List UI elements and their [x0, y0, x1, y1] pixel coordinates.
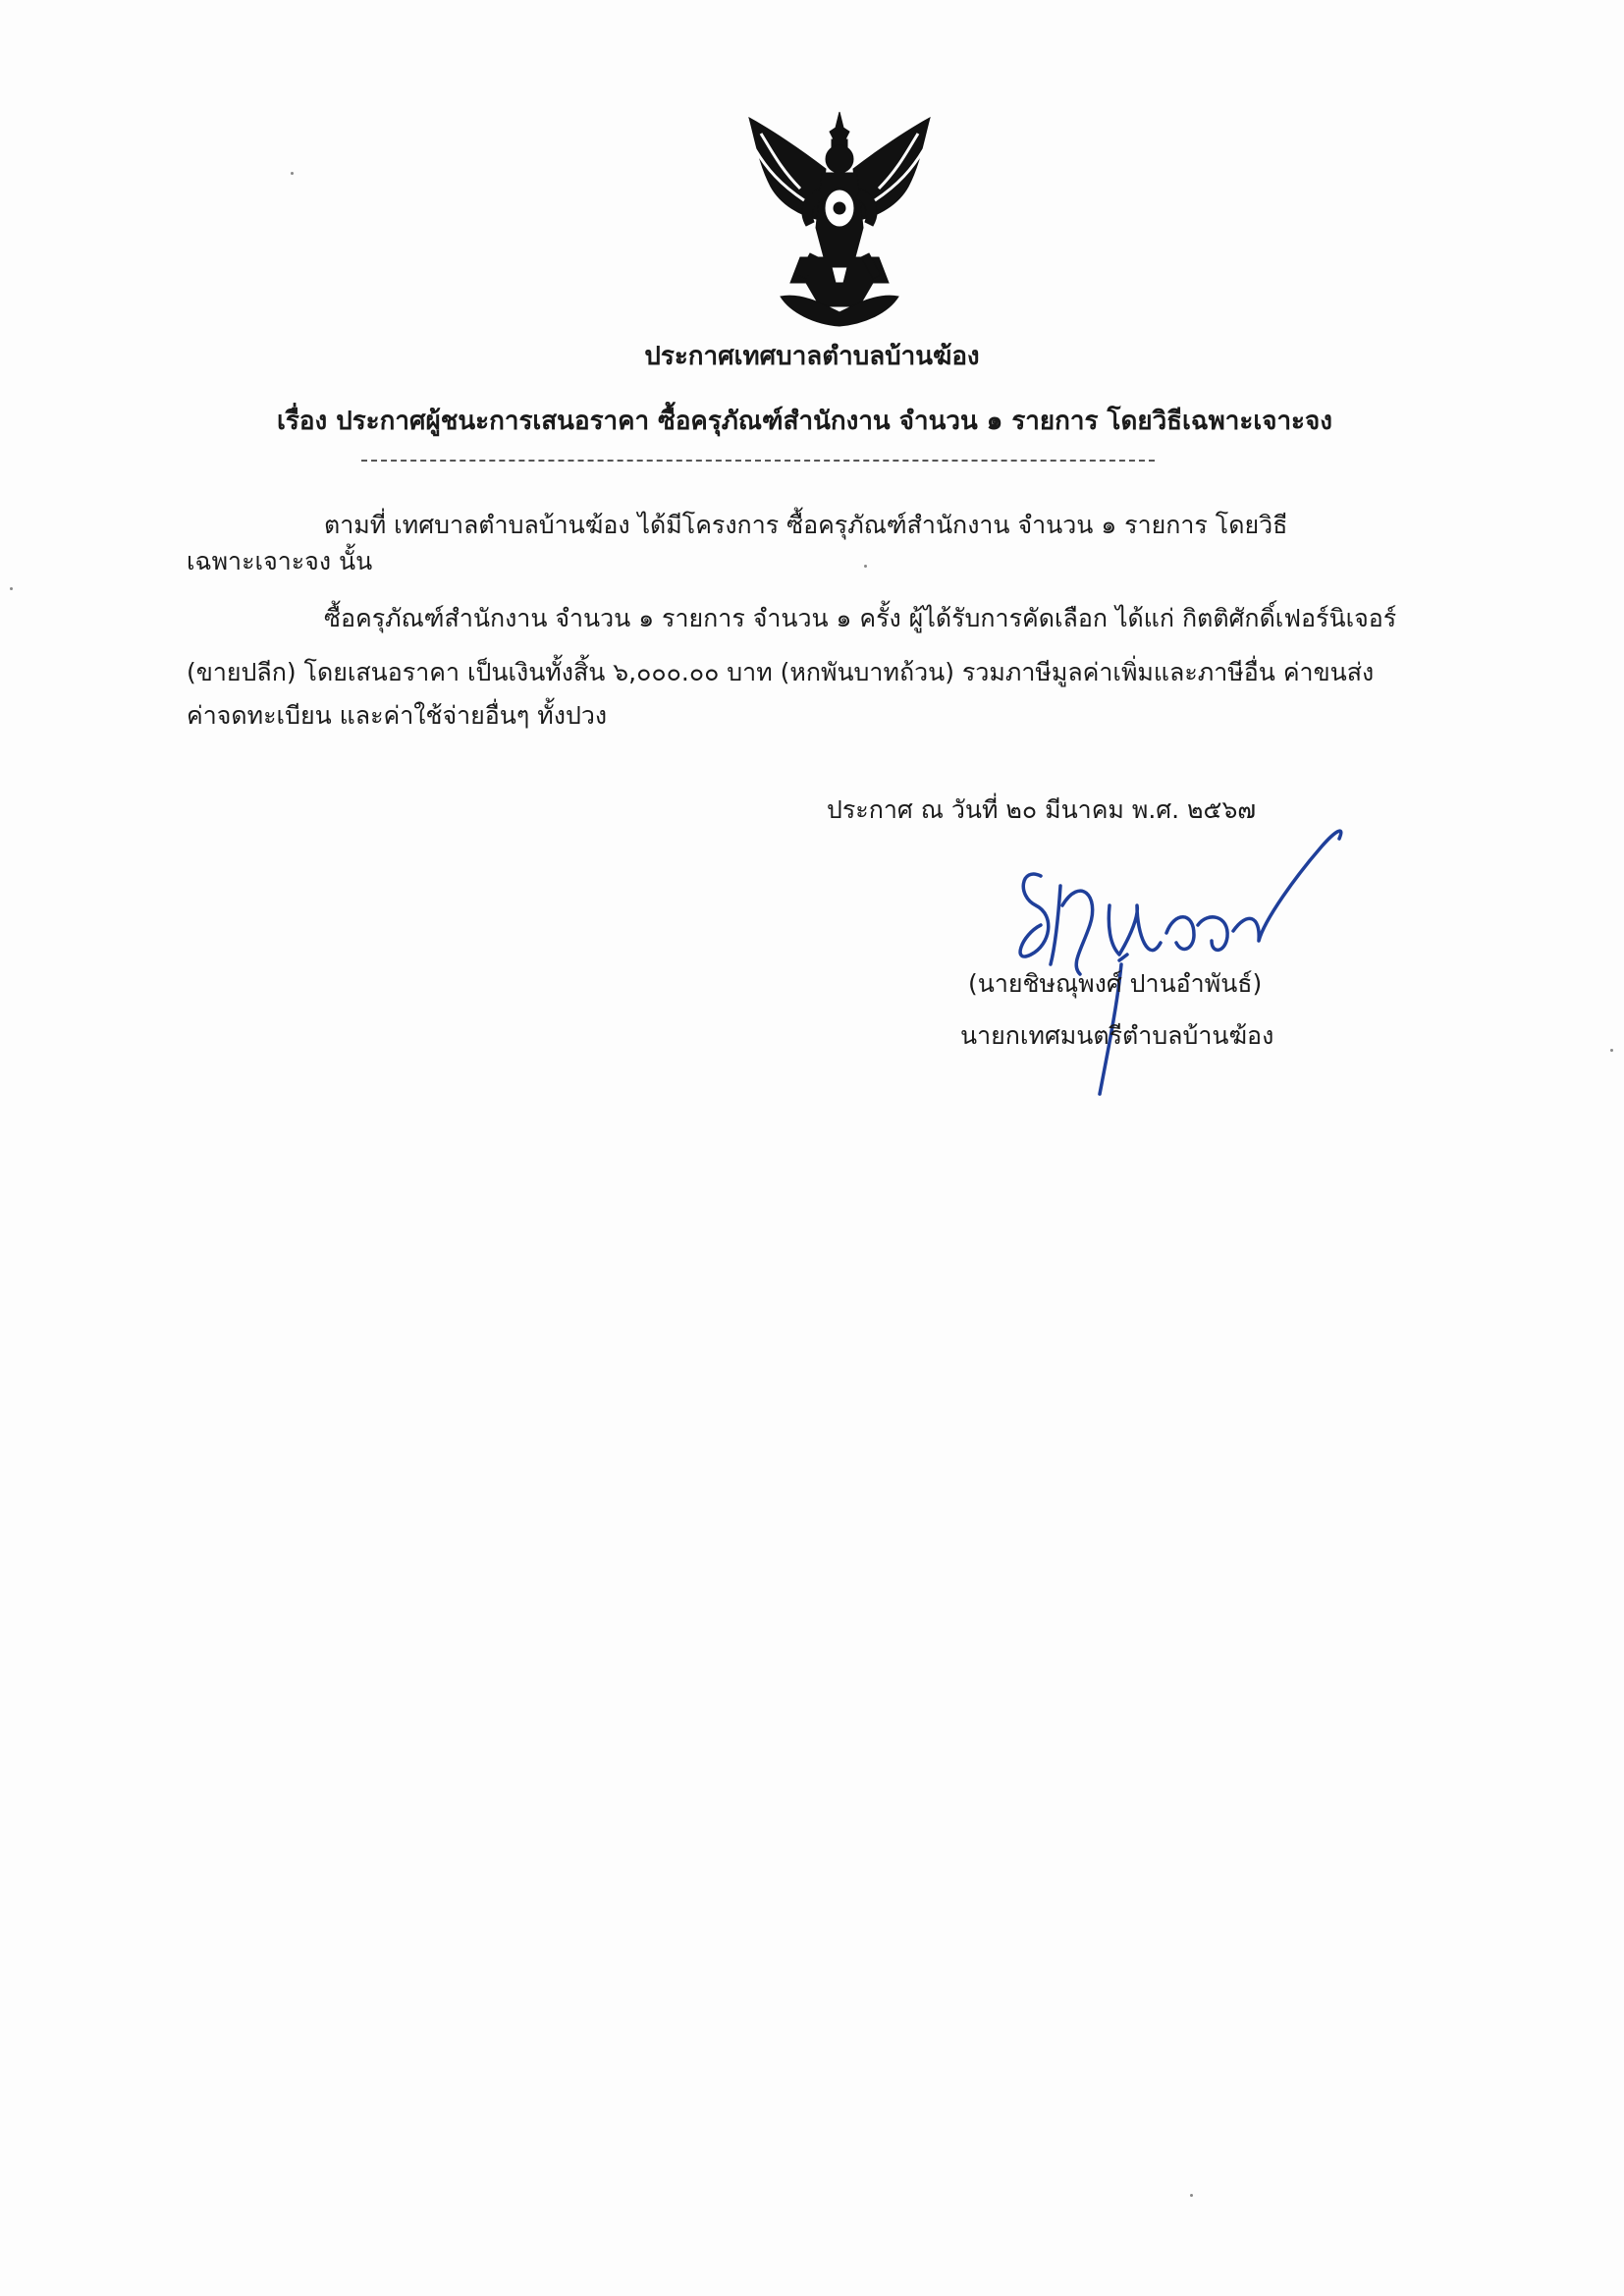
- scan-speck: [864, 565, 867, 568]
- scan-speck: [1190, 2194, 1193, 2197]
- paragraph-1-line-1: ตามที่ เทศบาลตำบลบ้านฆ้อง ได้มีโครงการ ซื้อครุภัณฑ์สำนักงาน จำนวน ๑ รายการ โดยวิธี: [324, 511, 1288, 539]
- announcement-date: ประกาศ ณ วันที่ ๒๐ มีนาคม พ.ศ. ๒๕๖๗: [827, 795, 1257, 824]
- paragraph-2-line-1: ซื้อครุภัณฑ์สำนักงาน จำนวน ๑ รายการ จำนวน ๑ ครั้ง ผู้ได้รับการคัดเลือก ได้แก่ กิตติศักดิ์เฟอร์นิเจอร์: [324, 604, 1397, 632]
- dashed-divider: [361, 460, 1155, 462]
- document-title: ประกาศเทศบาลตำบลบ้านฆ้อง: [644, 342, 980, 371]
- paragraph-2-line-3: ค่าจดทะเบียน และค่าใช้จ่ายอื่นๆ ทั้งปวง: [187, 701, 608, 730]
- handwritten-signature: [1001, 817, 1463, 1102]
- paragraph-2-line-2: (ขายปลีก) โดยเสนอราคา เป็นเงินทั้งสิ้น ๖,๐๐๐.๐๐ บาท (หกพันบาทถ้วน) รวมภาษีมูลค่าเพิ่มและภาษีอื่น ค่าขนส่ง: [187, 658, 1375, 686]
- garuda-emblem: [741, 110, 938, 328]
- scan-speck: [10, 587, 13, 590]
- scan-speck: [291, 172, 294, 175]
- scan-speck: [1610, 1049, 1613, 1052]
- signer-title: นายกเทศมนตรีตำบลบ้านฆ้อง: [960, 1021, 1274, 1050]
- signer-name: (นายชิษณุพงศ์ ปานอำพันธ์): [968, 969, 1263, 998]
- document-subject: เรื่อง ประกาศผู้ชนะการเสนอราคา ซื้อครุภัณฑ์สำนักงาน จำนวน ๑ รายการ โดยวิธีเฉพาะเจาะจง: [277, 407, 1332, 436]
- paragraph-1-line-2: เฉพาะเจาะจง นั้น: [187, 547, 373, 575]
